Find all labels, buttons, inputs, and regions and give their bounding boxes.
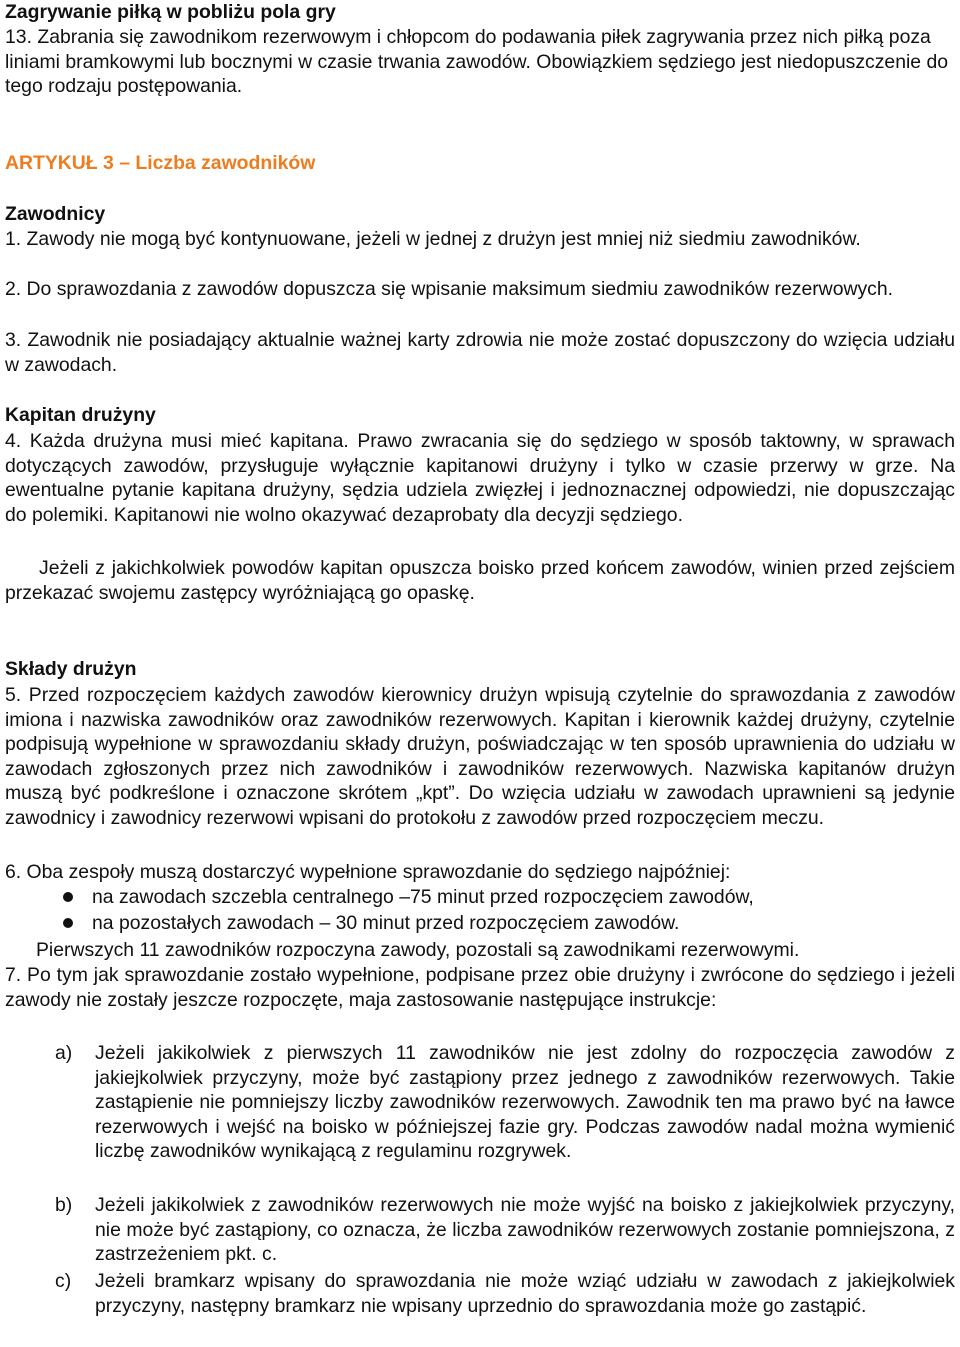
list-item-c: Jeżeli bramkarz wpisany do sprawozdania nie może wziąć udziału w zawodach z jakiejkolwiek przyczyny, następny bramkarz nie wpisany uprzednio do sprawozdania może go zastąpić. (95, 1270, 955, 1317)
bullet-item-2: na pozostałych zawodach – 30 minut przed rozpoczęciem zawodów. (92, 912, 680, 934)
paragraph-4-continued: Jeżeli z jakichkolwiek powodów kapitan opuszcza boisko przed końcem zawodów, winien przed zejściem przekazać swojemu zastępcy wyróżniającą go opaskę. (5, 557, 955, 604)
paragraph-3: 3. Zawodnik nie posiadający aktualnie ważnej karty zdrowia nie może zostać dopuszczony do wzięcia udziału w zawodach. (5, 329, 955, 376)
paragraph-1: 1. Zawody nie mogą być kontynuowane, jeżeli w jednej z drużyn jest mniej niż siedmiu zawodników. (5, 228, 861, 250)
list-item-a: Jeżeli jakikolwiek z pierwszych 11 zawodników nie jest zdolny do rozpoczęcia zawodów z jakiejkolwiek przyczyny, może być zastąpiony przez jednego z zawodników rezerwowych. Takie zastąpienie nie pomniejszy liczby zawodników rezerwowych. Zawodnik ten ma prawo być na ławce rezerwowych i wejść na boisko w późniejszej fazie gry. Podczas zawodów nadal można wymienić liczbę zawodników wynikającą z regulaminu rozgrywek. (95, 1042, 955, 1163)
section-heading-pilka: Zagrywanie piłką w pobliżu pola gry (5, 1, 336, 23)
article-title: ARTYKUŁ 3 – Liczba zawodników (5, 152, 316, 174)
section-heading-zawodnicy: Zawodnicy (5, 203, 106, 225)
paragraph-6: 6. Oba zespoły muszą dostarczyć wypełnione sprawozdanie do sędziego najpóźniej: (5, 861, 731, 883)
bullet-item-1: na zawodach szczebla centralnego –75 minut przed rozpoczęciem zawodów, (92, 886, 754, 908)
list-marker-a: a) (55, 1042, 73, 1064)
list-marker-c: c) (55, 1270, 72, 1292)
bullet-icon (63, 918, 73, 928)
paragraph-13: 13. Zabrania się zawodnikom rezerwowym i chłopcom do podawania piłek zagrywania przez nich piłką poza liniami bramkowymi lub bocznymi w czasie trwania zawodów. Obowiązkiem sędziego jest niedopuszczenie do tego rodzaju postępowania. (5, 26, 949, 98)
paragraph-7: 7. Po tym jak sprawozdanie zostało wypełnione, podpisane przez obie drużyny i zwrócone do sędziego i jeżeli zawody nie zostały jeszcze rozpoczęte, maja zastosowanie następujące instrukcje: (5, 964, 955, 1011)
bullet-icon (63, 892, 73, 902)
section-heading-sklady: Składy drużyn (5, 658, 137, 680)
list-marker-b: b) (55, 1194, 73, 1216)
paragraph-2: 2. Do sprawozdania z zawodów dopuszcza się wpisanie maksimum siedmiu zawodników rezerwowych. (5, 278, 894, 300)
paragraph-6-continued: Pierwszych 11 zawodników rozpoczyna zawody, pozostali są zawodnikami rezerwowymi. (36, 939, 800, 961)
list-item-b: Jeżeli jakikolwiek z zawodników rezerwowych nie może wyjść na boisko z jakiejkolwiek przyczyny, nie może być zastąpiony, co oznacza, że liczba zawodników rezerwowych zostanie pomniejszona, z zastrzeżeniem pkt. c. (95, 1194, 955, 1266)
paragraph-4: 4. Każda drużyna musi mieć kapitana. Prawo zwracania się do sędziego w sposób taktowny, w sprawach dotyczących zawodów, przysługuje wyłącznie kapitanowi drużyny i tylko w czasie przerwy w grze. Na ewentualne pytanie kapitana drużyny, sędzia udziela zwięzłej i jednoznacznej odpowiedzi, nie dopuszczając do polemiki. Kapitanowi nie wolno okazywać dezaprobaty dla decyzji sędziego. (5, 430, 955, 526)
section-heading-kapitan: Kapitan drużyny (5, 404, 156, 426)
paragraph-5: 5. Przed rozpoczęciem każdych zawodów kierownicy drużyn wpisują czytelnie do sprawozdania z zawodów imiona i nazwiska zawodników oraz zawodników rezerwowych. Kapitan i kierownik każdej drużyny, czytelnie podpisują wypełnione w sprawozdaniu składy drużyn, poświadczając w ten sposób uprawnienia do udziału w zawodach zgłoszonych przez nich zawodników i zawodników rezerwowych. Nazwiska kapitanów drużyn muszą być podkreślone i oznaczone skrótem „kpt”. Do wzięcia udziału w zawodach uprawnieni są jedynie zawodnicy i zawodnicy rezerwowi wpisani do protokołu z zawodów przed rozpoczęciem meczu. (5, 684, 955, 829)
